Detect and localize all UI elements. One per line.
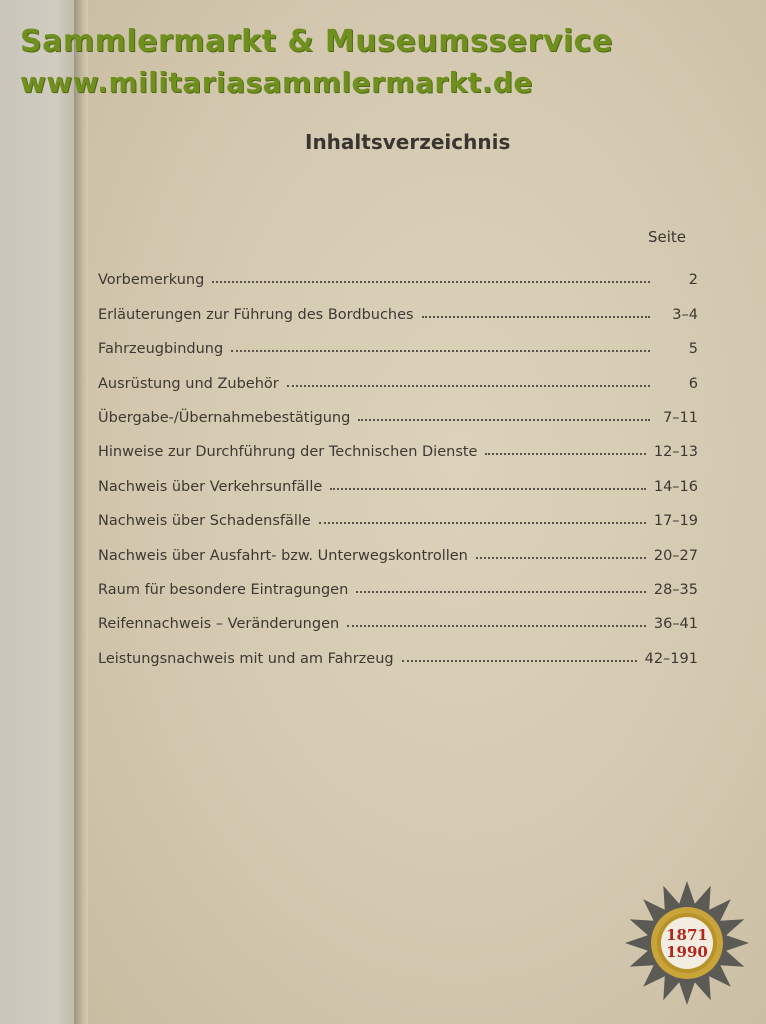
dot-leader <box>402 660 637 662</box>
toc-entry-title: Ausrüstung und Zubehör <box>98 375 279 392</box>
toc-entry-page: 3–4 <box>672 306 698 323</box>
toc-entry-title: Reifennachweis – Veränderungen <box>98 616 340 633</box>
table-of-contents <box>98 254 698 667</box>
dot-leader <box>347 625 646 627</box>
toc-entry-title: Hinweise zur Durchführung der Technischen Dienste <box>98 444 478 461</box>
toc-entry-page: 17–19 <box>653 513 698 530</box>
seal-logo-icon <box>624 880 750 1006</box>
toc-entry-title: Leistungsnachweis mit und am Fahrzeug <box>98 650 394 667</box>
dot-leader <box>485 453 645 455</box>
dot-leader <box>287 385 650 387</box>
toc-entry <box>98 564 698 598</box>
toc-entry-title: Raum für besondere Eintragungen <box>98 581 349 598</box>
facing-page <box>0 0 80 1024</box>
toc-entry-page: 5 <box>688 341 698 358</box>
toc-entry <box>98 323 698 357</box>
toc-entry-title: Nachweis über Schadensfälle <box>98 513 311 530</box>
toc-entry-title: Übergabe-/Übernahmebestätigung <box>98 409 351 426</box>
toc-entry <box>98 598 698 632</box>
dot-leader <box>319 522 646 524</box>
toc-entry-page: 12–13 <box>653 444 698 461</box>
toc-entry-title: Fahrzeugbindung <box>98 341 224 358</box>
toc-entry <box>98 357 698 391</box>
toc-entry-title: Vorbemerkung <box>98 272 205 289</box>
toc-entry-page: 36–41 <box>653 616 698 633</box>
toc-entry <box>98 288 698 322</box>
page-title: Inhaltsverzeichnis <box>305 130 511 154</box>
toc-entry-page: 2 <box>688 272 698 289</box>
toc-entry-title: Nachweis über Verkehrsunfälle <box>98 478 323 495</box>
dot-leader <box>422 316 650 318</box>
dot-leader <box>476 557 646 559</box>
dot-leader <box>330 488 646 490</box>
watermark-url: www.militariasammlermarkt.de <box>20 66 533 99</box>
toc-entry-page: 14–16 <box>653 478 698 495</box>
toc-entry-page: 42–191 <box>644 650 698 667</box>
book-spine <box>74 0 88 1024</box>
toc-entry-page: 28–35 <box>653 581 698 598</box>
toc-entry <box>98 392 698 426</box>
seal-year-top: 1871 <box>666 926 708 944</box>
toc-entry <box>98 495 698 529</box>
watermark-title: Sammlermarkt & Museumsservice <box>20 24 613 59</box>
dot-leader <box>356 591 646 593</box>
seal-year-bottom: 1990 <box>666 943 708 961</box>
toc-entry <box>98 529 698 563</box>
toc-entry-page: 20–27 <box>653 547 698 564</box>
toc-entry-page: 6 <box>688 375 698 392</box>
dot-leader <box>358 419 650 421</box>
toc-entry <box>98 254 698 288</box>
toc-entry <box>98 632 698 666</box>
toc-entry-title: Erläuterungen zur Führung des Bordbuches <box>98 306 414 323</box>
toc-entry <box>98 460 698 494</box>
toc-entry-title: Nachweis über Ausfahrt- bzw. Unterwegskontrollen <box>98 547 468 564</box>
toc-entry <box>98 426 698 460</box>
toc-entry-page: 7–11 <box>663 409 698 426</box>
dot-leader <box>212 281 650 283</box>
page-column-label: Seite <box>648 228 687 246</box>
dot-leader <box>231 350 650 352</box>
